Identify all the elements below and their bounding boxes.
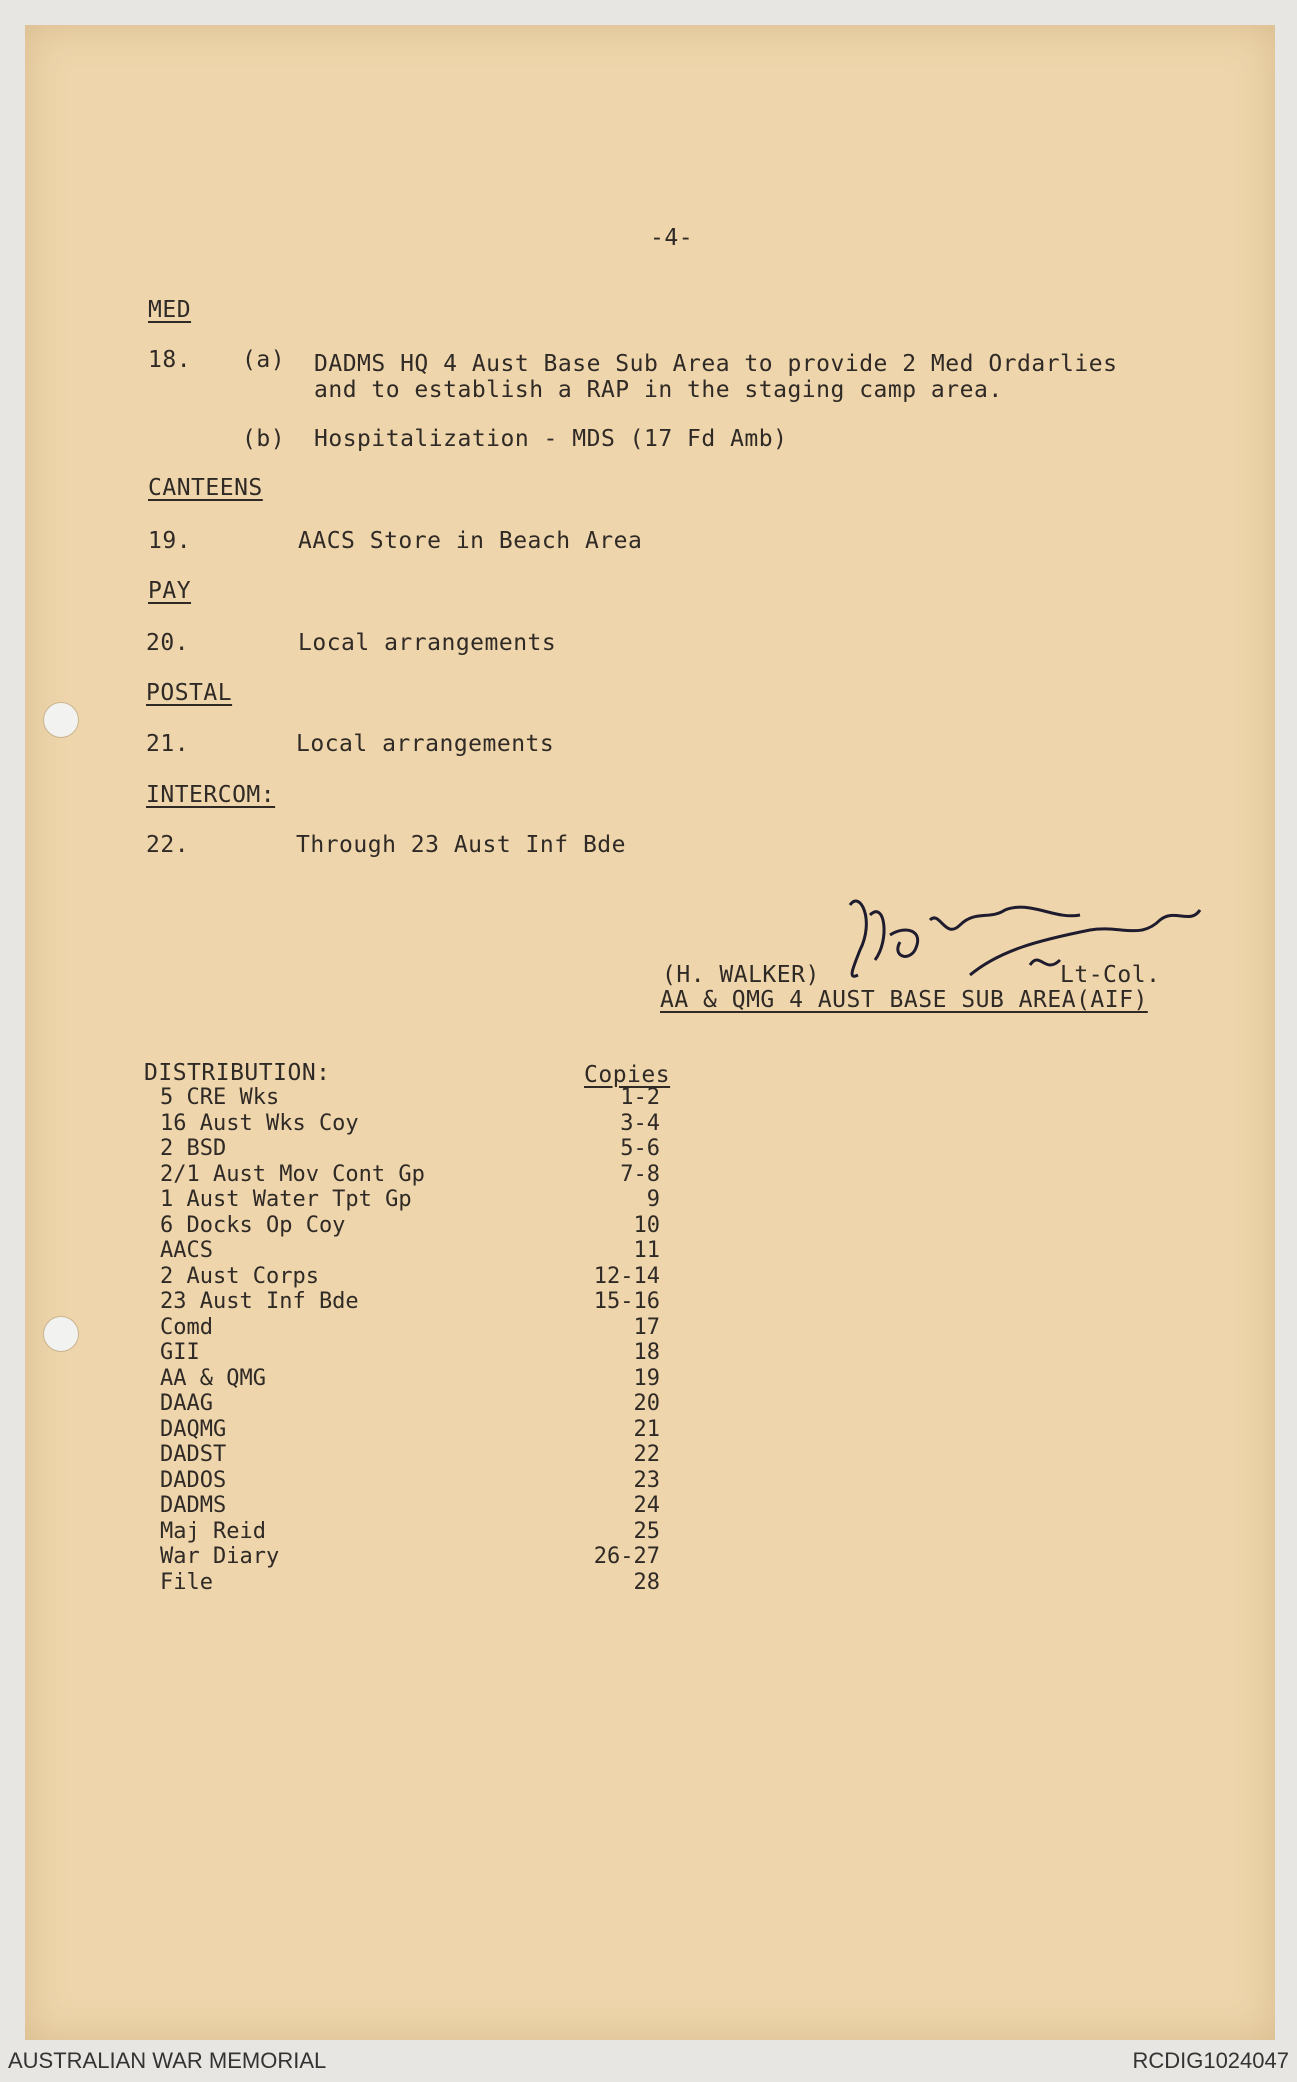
list-item: [160, 1136, 660, 1162]
item-19-text: AACS Store in Beach Area: [298, 528, 643, 554]
copy-numbers: 7-8: [620, 1161, 660, 1187]
item-22-text: Through 23 Aust Inf Bde: [296, 832, 626, 858]
item-18b-text: Hospitalization - MDS (17 Fd Amb): [314, 426, 788, 452]
list-item: [160, 1366, 660, 1392]
copy-numbers: 28: [633, 1569, 660, 1595]
recipient-name: 1 Aust Water Tpt Gp: [160, 1187, 412, 1212]
section-heading-canteens: CANTEENS: [148, 475, 263, 501]
copy-numbers: 24: [633, 1493, 660, 1518]
recipient-name: 16 Aust Wks Coy: [160, 1110, 359, 1136]
copy-numbers: 10: [633, 1212, 660, 1238]
distribution-list: [160, 1085, 660, 1595]
copy-numbers: 22: [633, 1442, 660, 1467]
item-18b-label: (b): [242, 426, 286, 452]
list-item: [160, 1213, 660, 1239]
item-number-18: 18.: [148, 347, 192, 373]
item-number-21: 21.: [146, 731, 190, 757]
list-item: [160, 1417, 660, 1443]
item-18a-line2: and to establish a RAP in the staging camp area.: [314, 377, 1003, 403]
list-item: [160, 1570, 660, 1596]
list-item: [160, 1544, 660, 1570]
recipient-name: DADOS: [160, 1467, 227, 1493]
item-number-22: 22.: [146, 832, 190, 858]
recipient-name: GII: [160, 1340, 200, 1365]
section-heading-med: MED: [148, 297, 192, 323]
item-21-text: Local arrangements: [296, 731, 555, 757]
copy-numbers: 5-6: [620, 1136, 660, 1161]
recipient-name: AA & QMG: [160, 1365, 266, 1391]
item-number-19: 19.: [148, 528, 192, 554]
copy-numbers: 21: [633, 1416, 660, 1442]
item-18a-label: (a): [242, 347, 286, 373]
recipient-name: DAQMG: [160, 1416, 227, 1442]
punch-hole: [43, 1316, 79, 1352]
list-item: [160, 1519, 660, 1545]
recipient-name: File: [160, 1569, 213, 1595]
recipient-name: DADST: [160, 1442, 227, 1467]
copy-numbers: 26-27: [593, 1544, 660, 1569]
section-heading-postal: POSTAL: [146, 680, 233, 706]
copy-numbers: 3-4: [620, 1110, 660, 1136]
copy-numbers: 15-16: [593, 1289, 660, 1314]
copy-numbers: 12-14: [593, 1263, 660, 1289]
recipient-name: War Diary: [160, 1544, 280, 1569]
footer-institution: AUSTRALIAN WAR MEMORIAL: [8, 2048, 327, 2073]
copies-heading: Copies: [584, 1062, 671, 1088]
list-item: [160, 1187, 660, 1213]
section-heading-intercom: INTERCOM:: [146, 782, 276, 808]
distribution-heading: DISTRIBUTION:: [144, 1060, 331, 1086]
recipient-name: Comd: [160, 1314, 213, 1340]
list-item: [160, 1238, 660, 1264]
copy-numbers: 1-2: [620, 1085, 660, 1110]
item-number-20: 20.: [146, 630, 190, 656]
list-item: [160, 1264, 660, 1290]
list-item: [160, 1442, 660, 1468]
document-page: [25, 25, 1275, 2040]
copy-numbers: 25: [633, 1518, 660, 1544]
copy-numbers: 18: [633, 1340, 660, 1365]
copy-numbers: 23: [633, 1467, 660, 1493]
recipient-name: 6 Docks Op Coy: [160, 1212, 346, 1238]
list-item: [160, 1340, 660, 1366]
list-item: [160, 1391, 660, 1417]
recipient-name: DADMS: [160, 1493, 227, 1518]
signatory-title: AA & QMG 4 AUST BASE SUB AREA(AIF): [660, 987, 1148, 1013]
list-item: [160, 1289, 660, 1315]
copy-numbers: 20: [633, 1391, 660, 1416]
item-20-text: Local arrangements: [298, 630, 557, 656]
list-item: [160, 1493, 660, 1519]
recipient-name: 5 CRE Wks: [160, 1085, 280, 1110]
recipient-name: 2/1 Aust Mov Cont Gp: [160, 1161, 425, 1187]
list-item: [160, 1111, 660, 1137]
page-number: -4-: [650, 225, 694, 251]
copy-numbers: 9: [646, 1187, 660, 1212]
recipient-name: 23 Aust Inf Bde: [160, 1289, 359, 1314]
signatory-name: (H. WALKER): [662, 962, 820, 988]
recipient-name: DAAG: [160, 1391, 213, 1416]
copy-numbers: 19: [633, 1365, 660, 1391]
list-item: [160, 1162, 660, 1188]
recipient-name: AACS: [160, 1238, 213, 1263]
list-item: [160, 1468, 660, 1494]
signatory-rank: Lt-Col.: [1060, 962, 1161, 988]
list-item: [160, 1315, 660, 1341]
copy-numbers: 17: [633, 1314, 660, 1340]
list-item: [160, 1085, 660, 1111]
footer-record-id: RCDIG1024047: [1132, 2048, 1289, 2073]
recipient-name: 2 BSD: [160, 1136, 227, 1161]
recipient-name: 2 Aust Corps: [160, 1263, 319, 1289]
section-heading-pay: PAY: [148, 578, 192, 604]
recipient-name: Maj Reid: [160, 1518, 266, 1544]
copy-numbers: 11: [633, 1238, 660, 1263]
punch-hole: [43, 702, 79, 738]
item-18a-line1: DADMS HQ 4 Aust Base Sub Area to provide 2 Med Ordarlies: [314, 351, 1118, 377]
